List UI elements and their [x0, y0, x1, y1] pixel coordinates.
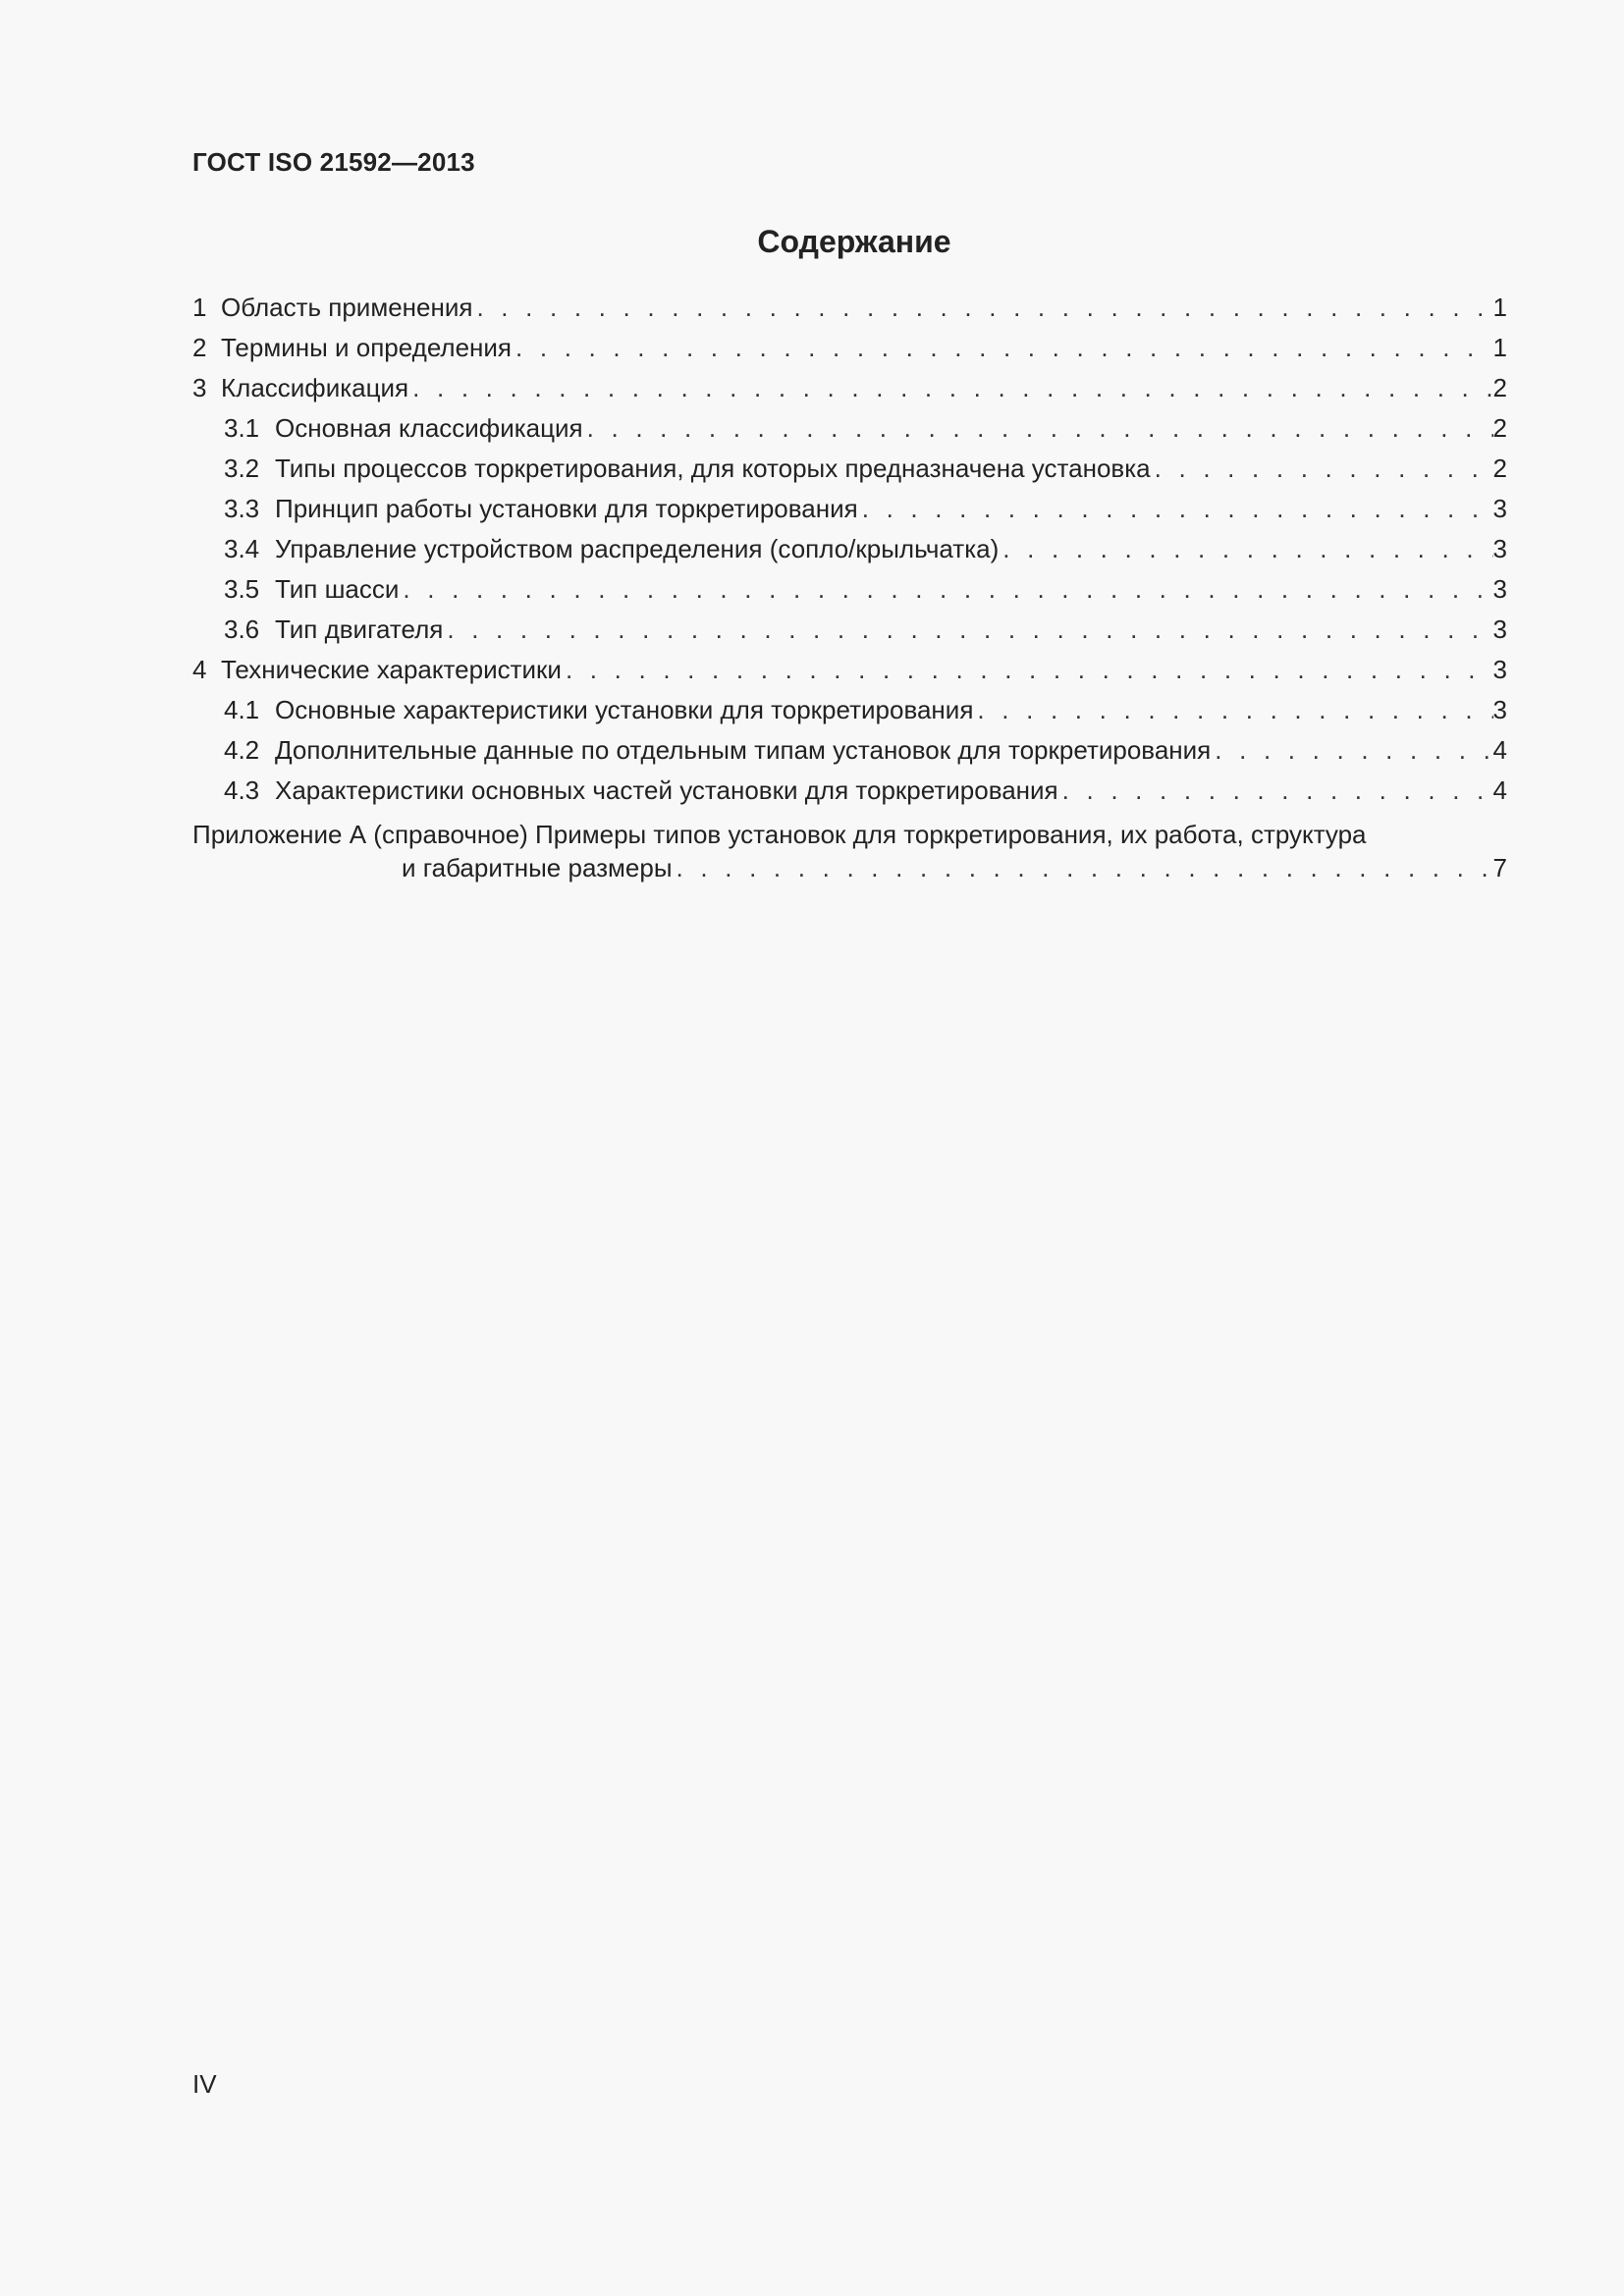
toc-item-label: Тип двигателя — [275, 614, 444, 644]
toc-item-page: 2 — [1492, 454, 1507, 483]
toc-item-page: 7 — [1492, 853, 1507, 882]
toc-item-page: 1 — [1492, 333, 1507, 362]
dot-leader — [476, 293, 1492, 323]
toc-item-number: 3.3 — [224, 494, 260, 523]
toc-item-label: Тип шасси — [275, 574, 400, 604]
toc-item-label: Область применения — [221, 293, 473, 322]
toc-item-appendix-a[interactable] — [192, 818, 1507, 884]
toc-item-page: 3 — [1492, 574, 1507, 604]
toc-item-number: 3 — [192, 373, 207, 402]
toc-item-3-6[interactable] — [192, 614, 1507, 655]
appendix-title-line1: Приложение А (справочное) Примеры типов установок для торкретирования, их работа, структура — [192, 820, 1367, 849]
toc-item-label: Дополнительные данные по отдельным типам установок для торкретирования — [275, 735, 1212, 765]
toc-item-label: Основные характеристики установки для торкретирования — [275, 695, 974, 724]
toc-title: Содержание — [757, 224, 951, 259]
dot-leader — [403, 574, 1492, 605]
toc-item-label: Классификация — [221, 373, 409, 402]
toc-item-number: 3.6 — [224, 614, 260, 644]
dot-leader — [566, 655, 1493, 685]
dot-leader — [977, 695, 1492, 725]
toc-item-3-1[interactable] — [192, 413, 1507, 454]
toc-item-1[interactable] — [192, 293, 1507, 333]
toc-item-number: 3.1 — [224, 413, 260, 443]
document-code-header: ГОСТ ISO 21592—2013 — [192, 147, 475, 177]
toc-item-page: 2 — [1492, 373, 1507, 402]
toc-item-page: 4 — [1492, 775, 1507, 805]
toc-item-2[interactable] — [192, 333, 1507, 373]
dot-leader — [1155, 454, 1493, 484]
toc-item-page: 3 — [1492, 655, 1507, 684]
dot-leader — [1062, 775, 1493, 806]
dot-leader — [412, 373, 1492, 403]
dot-leader — [677, 851, 1493, 884]
toc-item-4-3[interactable] — [192, 775, 1507, 816]
toc-item-number: 1 — [192, 293, 207, 322]
toc-item-3-5[interactable] — [192, 574, 1507, 614]
toc-item-page: 3 — [1492, 494, 1507, 523]
toc-item-number: 4.3 — [224, 775, 260, 805]
toc-item-label: Характеристики основных частей установки для торкретирования — [275, 775, 1058, 805]
toc-item-page: 2 — [1492, 413, 1507, 443]
dot-leader — [515, 333, 1493, 363]
toc-item-page: 3 — [1492, 614, 1507, 644]
toc-item-number: 3.5 — [224, 574, 260, 604]
toc-item-label: Термины и определения — [221, 333, 513, 362]
toc-item-number: 4.1 — [224, 695, 260, 724]
table-of-contents — [192, 293, 1507, 884]
toc-item-3-2[interactable] — [192, 454, 1507, 494]
toc-item-number: 3.4 — [224, 534, 260, 563]
toc-item-label: Технические характеристики — [221, 655, 562, 684]
toc-item-page: 1 — [1492, 293, 1507, 322]
appendix-title-line2: и габаритные размеры — [402, 853, 673, 882]
dot-leader — [862, 494, 1493, 524]
toc-item-3-3[interactable] — [192, 494, 1507, 534]
toc-item-4-2[interactable] — [192, 735, 1507, 775]
toc-item-number: 4.2 — [224, 735, 260, 765]
toc-item-4-1[interactable] — [192, 695, 1507, 735]
page-number: IV — [192, 2069, 217, 2099]
dot-leader — [1002, 534, 1492, 564]
dot-leader — [587, 413, 1493, 444]
toc-item-4[interactable] — [192, 655, 1507, 695]
dot-leader — [447, 614, 1492, 645]
toc-item-number: 4 — [192, 655, 207, 684]
toc-item-label: Управление устройством распределения (сопло/крыльчатка) — [275, 534, 1000, 563]
toc-item-3-4[interactable] — [192, 534, 1507, 574]
toc-item-page: 3 — [1492, 534, 1507, 563]
toc-item-number: 3.2 — [224, 454, 260, 483]
toc-item-3[interactable] — [192, 373, 1507, 413]
toc-item-number: 2 — [192, 333, 207, 362]
toc-item-page: 3 — [1492, 695, 1507, 724]
toc-item-page: 4 — [1492, 735, 1507, 765]
dot-leader — [1215, 735, 1492, 766]
toc-item-label: Основная классификация — [275, 413, 583, 443]
toc-item-label: Типы процессов торкретирования, для которых предназначена установка — [275, 454, 1151, 483]
toc-item-label: Принцип работы установки для торкретирования — [275, 494, 858, 523]
